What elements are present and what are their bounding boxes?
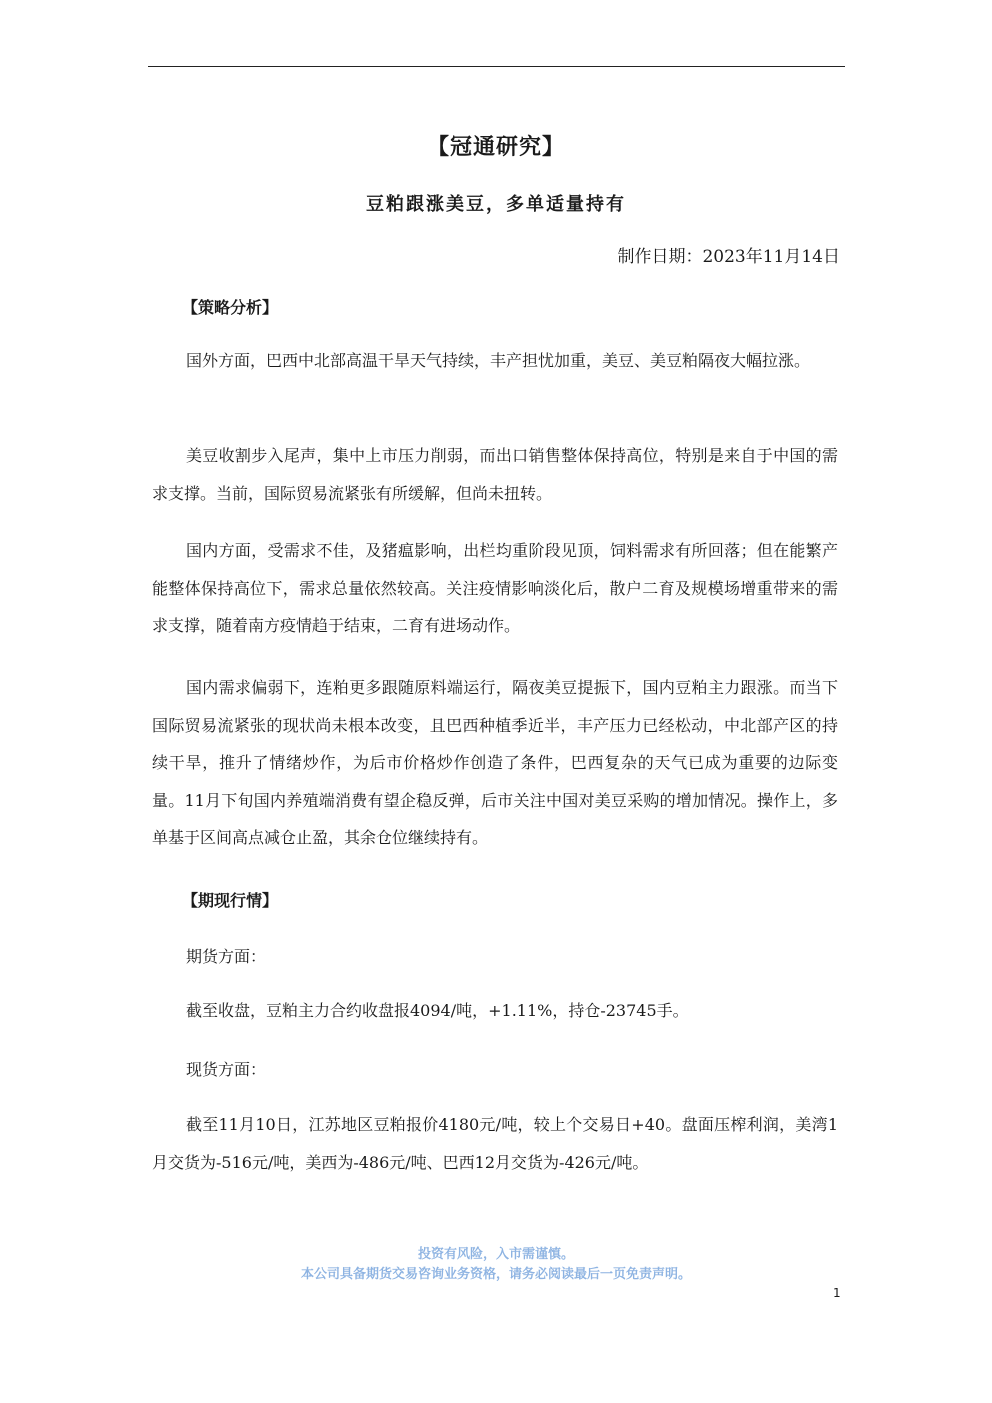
futures-label: 期货方面： (186, 947, 267, 966)
spot-label: 现货方面： (186, 1060, 267, 1079)
header-rule (148, 66, 845, 67)
strategy-paragraph-4: 国内需求偏弱下，连粕更多跟随原料端运行，隔夜美豆提振下，国内豆粕主力跟涨。而当下国际贸易流紧张的现状尚未根本改变，且巴西种植季近半，丰产压力已经松动，中北部产区的持续干旱，推升了情绪炒作，为后市价格炒作创造了条件，巴西复杂的天气已成为重要的边际变量。11月下旬国内养殖端消费有望企稳反弹，后市关注中国对美豆采购的增加情况。操作上，多单基于区间高点减仓止盈，其余仓位继续持有。 (152, 678, 838, 847)
section-heading-market: 【期现行情】 (182, 891, 279, 910)
footer-disclaimer (0, 1245, 992, 1285)
footer-qualification-line: 本公司具备期货交易咨询业务资格，请务必阅读最后一页免责声明。 (300, 1267, 691, 1282)
report-title: 豆粕跟涨美豆，多单适量持有 (366, 194, 626, 215)
section-heading-strategy: 【策略分析】 (182, 298, 279, 317)
strategy-paragraph-3: 国内方面，受需求不佳，及猪瘟影响，出栏均重阶段见顶，饲料需求有所回落；但在能繁产能整体保持高位下，需求总量依然较高。关注疫情影响淡化后，散户二育及规模场增重带来的需求支撑，随着南方疫情趋于结束，二育有进场动作。 (152, 541, 838, 635)
strategy-paragraph-2: 美豆收割步入尾声，集中上市压力削弱，而出口销售整体保持高位，特别是来自于中国的需求支撑。当前，国际贸易流紧张有所缓解，但尚未扭转。 (152, 446, 838, 503)
page-number: 1 (833, 1286, 841, 1300)
footer-risk-line: 投资有风险，入市需谨慎。 (417, 1247, 574, 1262)
brand-title: 【冠通研究】 (426, 134, 565, 160)
spot-text: 截至11月10日，江苏地区豆粕报价4180元/吨，较上个交易日+40。盘面压榨利润，美湾1月交货为-516元/吨，美西为-486元/吨、巴西12月交货为-426元/吨。 (152, 1115, 838, 1172)
report-date: 制作日期：2023年11月14日 (617, 247, 840, 267)
strategy-paragraph-1: 国外方面，巴西中北部高温干旱天气持续，丰产担忧加重，美豆、美豆粕隔夜大幅拉涨。 (186, 351, 811, 370)
futures-text: 截至收盘，豆粕主力合约收盘报4094/吨，+1.11%，持仓-23745手。 (186, 1001, 689, 1020)
